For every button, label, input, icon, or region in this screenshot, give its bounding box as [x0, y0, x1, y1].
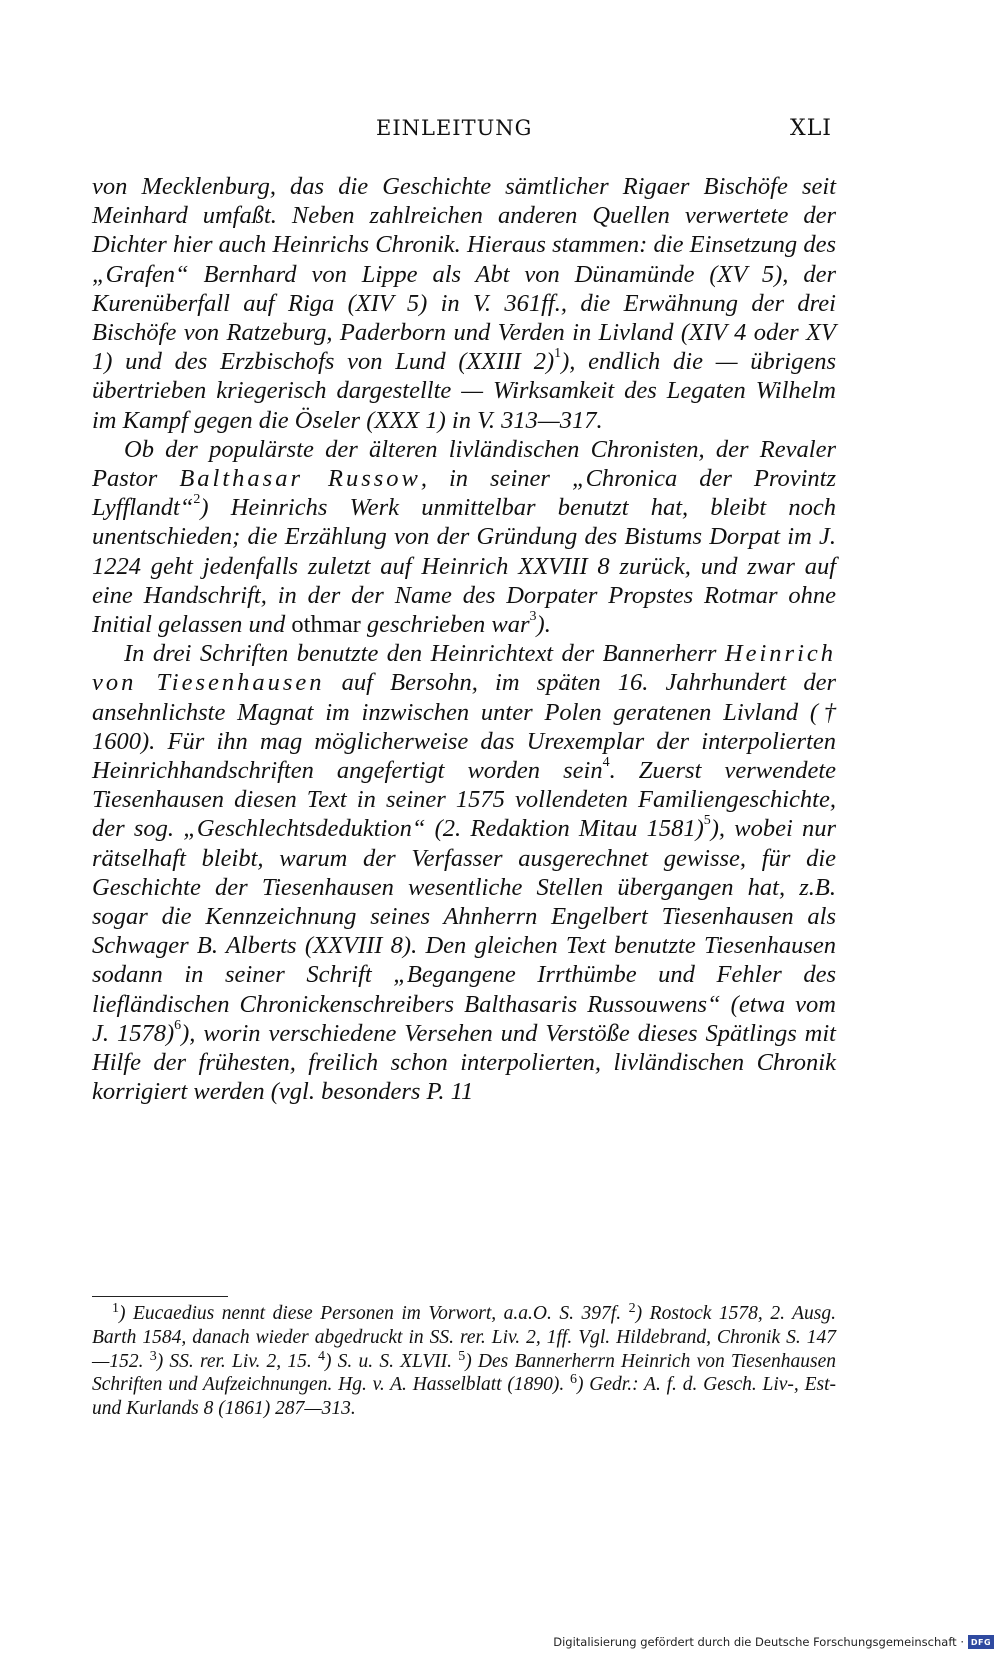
footnote-3: ) SS. rer. Liv. 2, 15.	[156, 1350, 312, 1372]
digitization-credit	[553, 1632, 994, 1652]
paragraph-2-text-d: geschrieben war	[360, 611, 530, 639]
footnote-ref-6: 6	[174, 1017, 182, 1033]
footnote-ref-1: 1	[554, 346, 562, 362]
paragraph-1-text-b: ), endlich die — übrigens übertrieben kriegerisch dargestellte — Wirksamkeit des Legaten Wilhelm im Kampf gegen die Öseler (XXX 1) in V. 313—317.	[92, 348, 836, 434]
upright-word-othmar: othmar	[291, 611, 361, 639]
footnote-2: ) Rostock 1578, 2. Ausg. Barth 1584, danach wieder abgedruckt in SS. rer. Liv. 2, 1ff. Vgl. Hildebrand, Chronik S. 147—152.	[92, 1303, 836, 1372]
credit-text: Digitalisierung gefördert durch die Deutsche Forschungsgemeinschaft ·	[553, 1635, 964, 1649]
paragraph-3-text-b: auf Bersohn, im späten 16. Jahrhundert der ansehnlichste Magnat im inzwischen unter Polen geratenen Livland († 1600). Für ihn mag möglicherweise das Urexemplar der interpolierten Heinrichhandschriften angefertigt worden sein	[92, 669, 836, 785]
paragraph-3-text-d: ), wobei nur rätselhaft bleibt, warum der Verfasser ausgerechnet gewisse, für die Geschichte der Tiesenhausen wesentliche Stellen übergangen hat, z.B. sogar die Kennzeichnung seines Ahnherrn Engelbert Tiesenhausen als Schwager B. Alberts (XXVIII 8). Den gleichen Text benutzte Tiesenhausen sodann in seiner Schrift „Begangene Irrthümbe und Fehler des liefländischen Chronickenschreibers Balthasaris Russouwens“ (etwa vom J. 1578)	[92, 815, 836, 1047]
footnote-number-5: 5	[458, 1348, 466, 1364]
footnote-number-1: 1	[112, 1301, 119, 1316]
footnote-ref-5: 5	[703, 813, 711, 829]
paragraph-2-text-a: Ob der populärste der älteren livländischen Chronisten, der Revaler Pastor	[92, 435, 836, 493]
footnote-5: ) Des Bannerherrn Heinrich von Tiesenhausen Schriften und Aufzeichnungen. Hg. v. A. Hasselblatt (1890).	[92, 1350, 837, 1396]
footnote-number-6: 6	[570, 1372, 578, 1388]
person-name-russow: Balthasar Russow	[179, 465, 421, 493]
footnote-number-4: 4	[317, 1348, 325, 1364]
body-text	[92, 172, 836, 1107]
footnote-6: ) Gedr.: A. f. d. Gesch. Liv-, Est- und Kurlands 8 (1861) 287—313.	[92, 1374, 837, 1420]
footnote-rule	[92, 1296, 228, 1297]
dfg-logo-icon: DFG	[968, 1635, 994, 1649]
person-name-tiesenhausen: Heinrich von Tiesenhausen	[92, 640, 836, 697]
footnote-ref-3: 3	[529, 609, 537, 625]
footnote-block	[92, 1302, 836, 1421]
paragraph-2-text-e: ).	[536, 611, 551, 639]
paragraph-2-text-c: ) Heinrichs Werk unmittelbar benutzt hat, bleibt noch unentschieden; die Erzählung von der Gründung des Bistums Dorpat im J. 1224 geht jedenfalls zuletzt auf Heinrich XXVIII 8 zurück, und zwar auf eine Handschrift, in der der Name des Dorpater Propstes Rotmar ohne Initial gelassen und	[92, 494, 836, 639]
page-number: XLI	[790, 116, 832, 141]
running-title: EINLEITUNG	[376, 116, 533, 140]
footnote-1: ) Eucaedius nennt diese Personen im Vorwort, a.a.O. S. 397f.	[119, 1303, 622, 1324]
footnote-4: ) S. u. S. XLVII.	[324, 1350, 452, 1372]
paragraph-2	[92, 435, 836, 639]
footnote-ref-2: 2	[193, 492, 201, 508]
paragraph-3-text-c: . Zuerst verwendete Tiesenhausen diesen Text in seiner 1575 vollendeten Familiengeschichte, der sog. „Geschlechtsdeduktion“ (2. Redaktion Mitau 1581)	[92, 757, 836, 843]
footnote-number-3: 3	[149, 1348, 157, 1364]
running-head	[92, 116, 832, 148]
footnote-number-2: 2	[628, 1301, 636, 1316]
paragraph-3-text-e: ), worin verschiedene Versehen und Verstöße dieses Spätlings mit Hilfe der frühesten, freilich schon interpolierten, livländischen Chronik korrigiert werden (vgl. besonders P. 11	[92, 1019, 836, 1106]
paragraph-1	[92, 172, 836, 435]
paragraph-3	[92, 639, 836, 1106]
paragraph-1-text-a: von Mecklenburg, das die Geschichte sämtlicher Rigaer Bischöfe seit Meinhard umfaßt. Neben zahlreichen anderen Quellen verwertete der Dichter hier auch Heinrichs Chronik. Hieraus stammen: die Einsetzung des „Grafen“ Bernhard von Lippe als Abt von Dünamünde (XV 5), der Kurenüberfall auf Riga (XIV 5) in V. 361ff., die Erwähnung der drei Bischöfe von Ratzeburg, Paderborn und Verden in Livland (XIV 4 oder XV 1) und des Erzbischofs von Lund (XXIII 2)	[92, 173, 836, 376]
footnote-ref-4: 4	[602, 755, 610, 771]
paragraph-3-text-a: In drei Schriften benutzte den Heinrichtext der Bannerherr	[124, 640, 725, 668]
footnotes	[92, 1302, 836, 1421]
paragraph-2-text-b: , in seiner „Chronica der Provintz Lyfflandt“	[92, 465, 836, 522]
